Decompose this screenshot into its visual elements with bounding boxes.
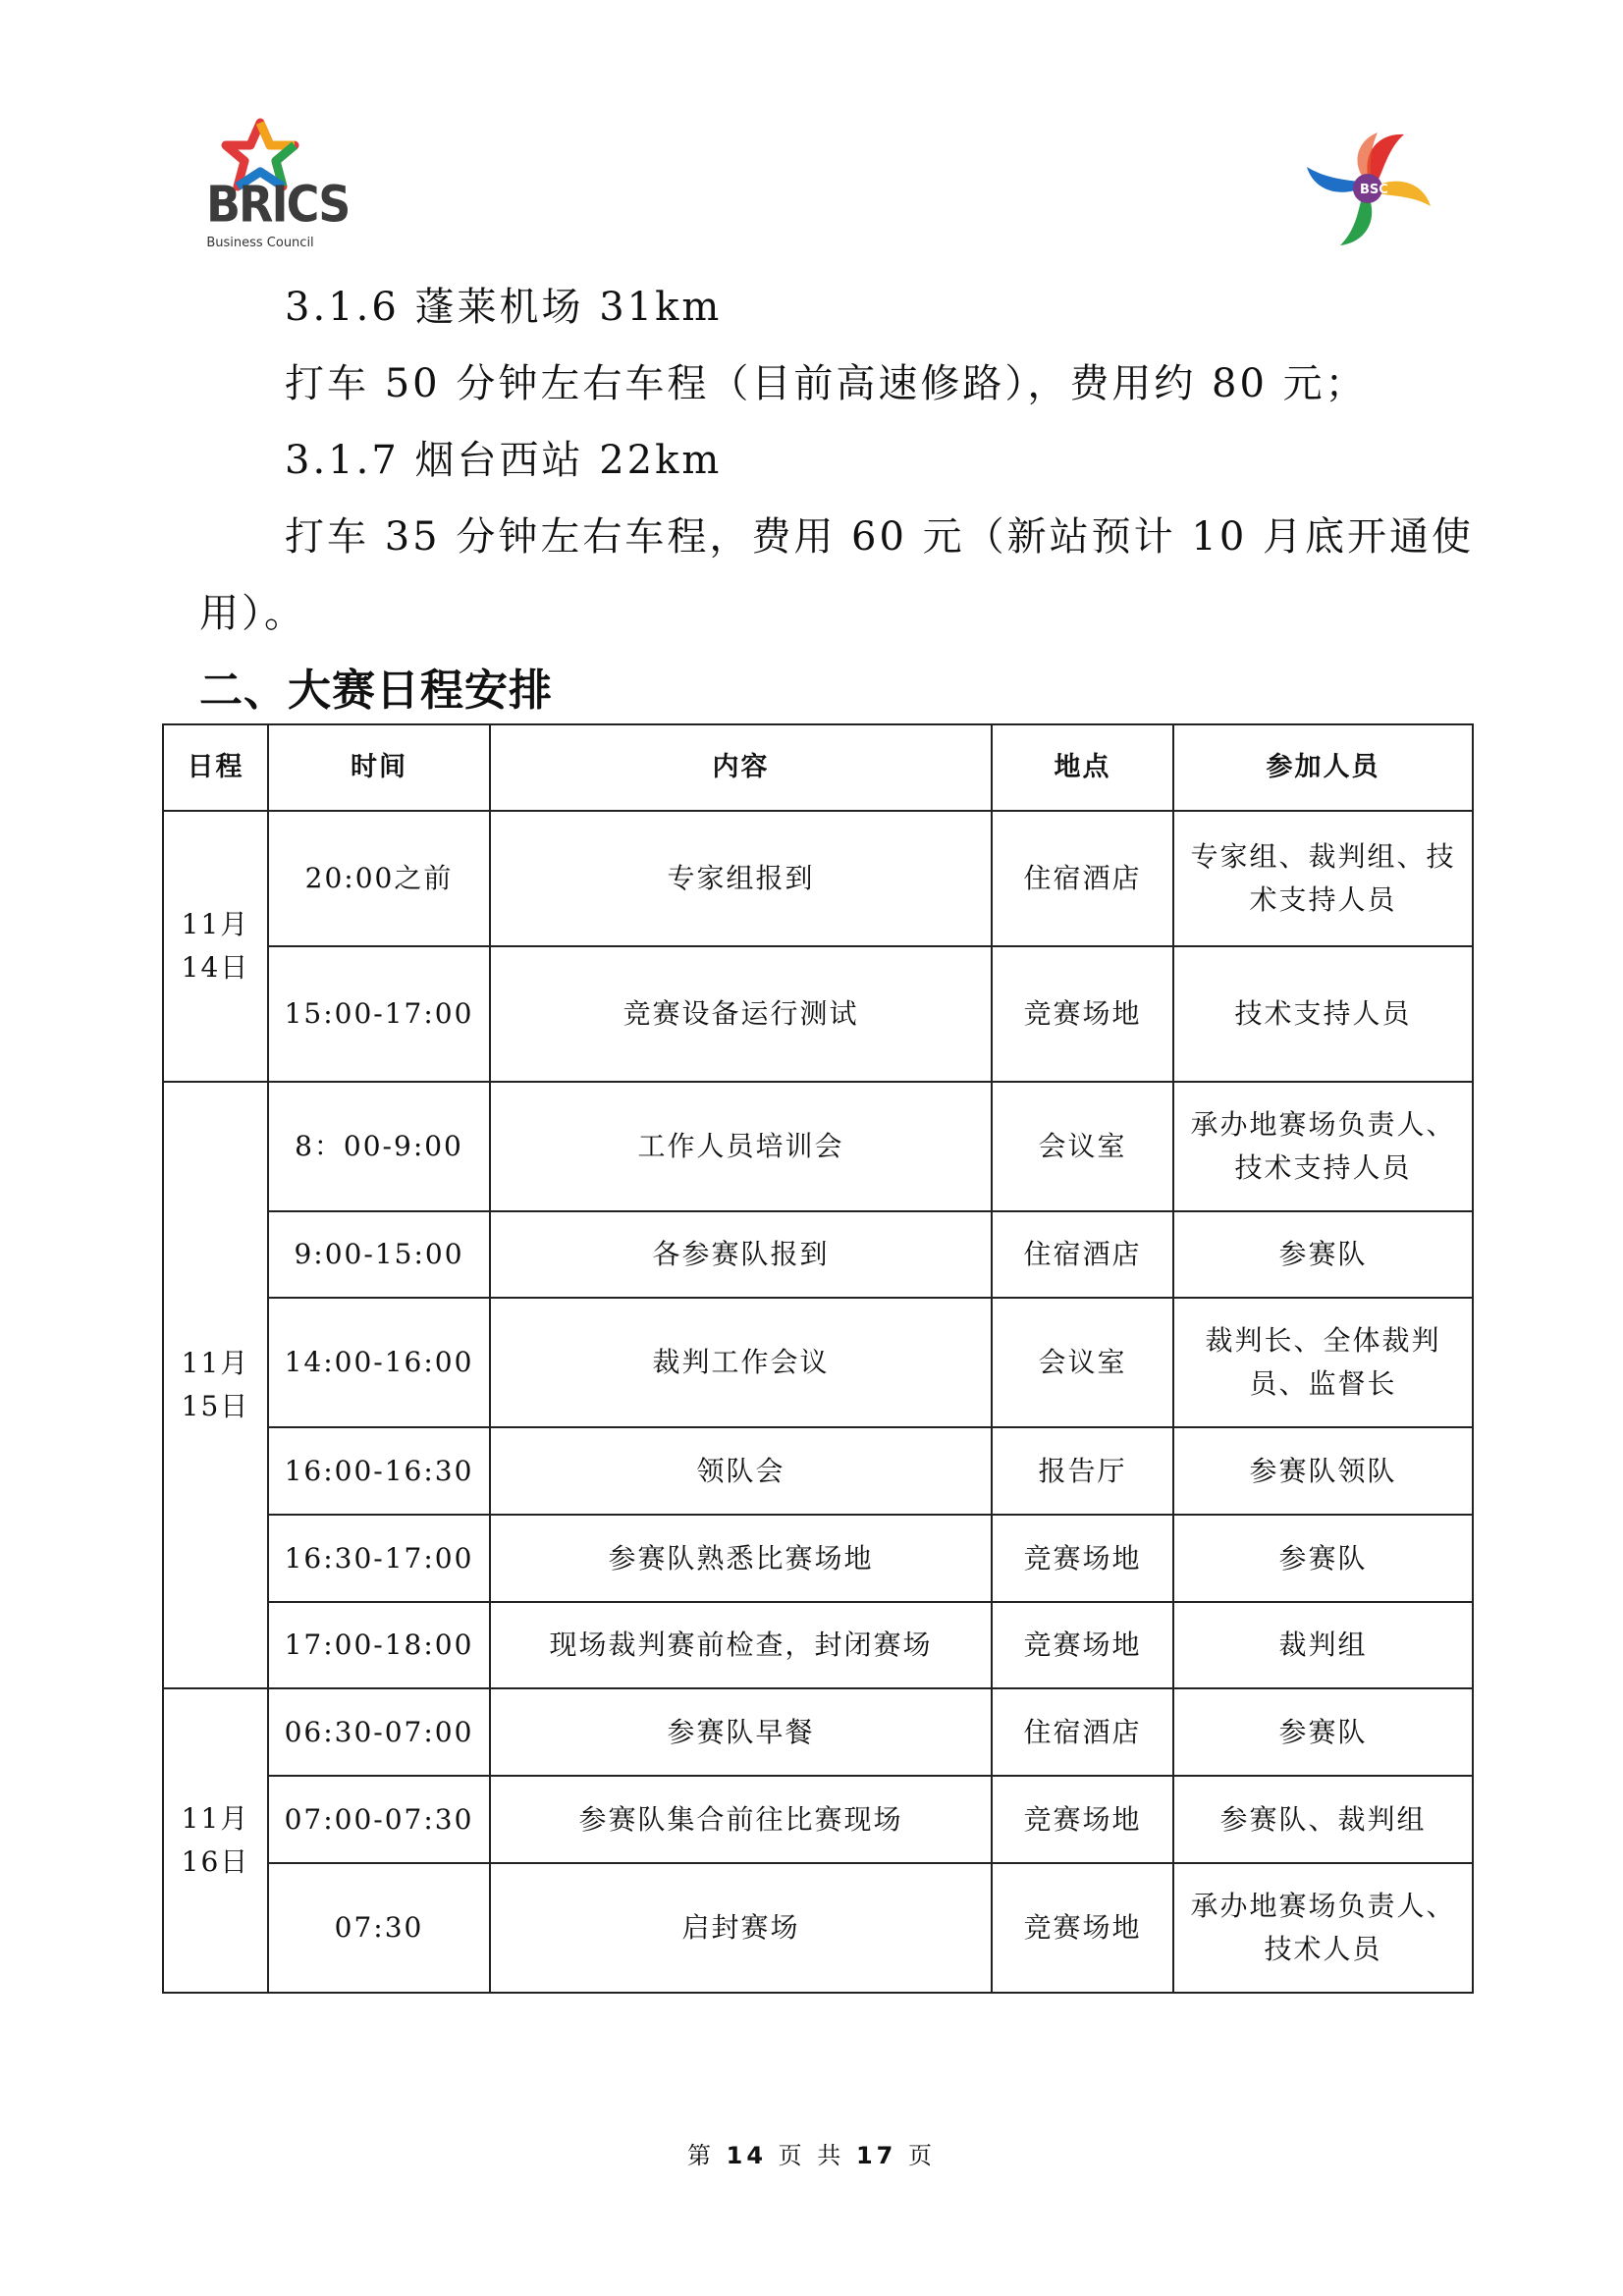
people-cell: 裁判长、全体裁判员、监督长 (1173, 1298, 1473, 1427)
time-cell: 17:00-18:00 (268, 1602, 490, 1688)
time-cell: 20:00之前 (268, 811, 490, 946)
people-cell: 裁判组 (1173, 1602, 1473, 1688)
schedule-table (162, 723, 1474, 1994)
people-cell: 参赛队 (1173, 1515, 1473, 1602)
footer-suffix: 页 (908, 2142, 936, 2169)
header-people: 参加人员 (1173, 724, 1473, 811)
header-place: 地点 (992, 724, 1173, 811)
people-cell: 参赛队、裁判组 (1173, 1776, 1473, 1863)
brics-logo-word: BRICS (206, 175, 350, 234)
header-date: 日程 (163, 724, 268, 811)
content-cell: 领队会 (490, 1427, 992, 1515)
content-cell: 现场裁判赛前检查，封闭赛场 (490, 1602, 992, 1688)
people-cell: 专家组、裁判组、技术支持人员 (1173, 811, 1473, 946)
place-cell: 竞赛场地 (992, 1863, 1173, 1993)
date-cell: 11月 14日 (163, 811, 268, 1082)
people-cell: 参赛队领队 (1173, 1427, 1473, 1515)
place-cell: 报告厅 (992, 1427, 1173, 1515)
content-cell: 参赛队早餐 (490, 1688, 992, 1776)
place-cell: 竞赛场地 (992, 1776, 1173, 1863)
place-cell: 住宿酒店 (992, 1211, 1173, 1298)
place-cell: 住宿酒店 (992, 811, 1173, 946)
time-cell: 06:30-07:00 (268, 1688, 490, 1776)
content-cell: 参赛队熟悉比赛场地 (490, 1515, 992, 1602)
content-cell: 专家组报到 (490, 811, 992, 946)
section-3-1-7-text-cont: 用）。 (199, 591, 306, 636)
table-row (163, 1863, 1473, 1993)
people-cell: 承办地赛场负责人、技术人员 (1173, 1863, 1473, 1993)
footer-total-pages: 17 (855, 2142, 897, 2169)
place-cell: 竞赛场地 (992, 1602, 1173, 1688)
content-cell: 各参赛队报到 (490, 1211, 992, 1298)
table-row (163, 1427, 1473, 1515)
table-row (163, 1776, 1473, 1863)
table-header-row (163, 724, 1473, 811)
content-cell: 裁判工作会议 (490, 1298, 992, 1427)
bsc-logo-text: BSC (1360, 183, 1388, 197)
time-cell: 16:00-16:30 (268, 1427, 490, 1515)
table-row (163, 1211, 1473, 1298)
content-cell: 竞赛设备运行测试 (490, 946, 992, 1082)
time-cell: 15:00-17:00 (268, 946, 490, 1082)
table-row (163, 1082, 1473, 1211)
place-cell: 会议室 (992, 1298, 1173, 1427)
section-3-1-7-title: 3.1.7 烟台西站 22km (285, 438, 723, 483)
table-row (163, 1515, 1473, 1602)
place-cell: 竞赛场地 (992, 1515, 1173, 1602)
table-row (163, 946, 1473, 1082)
place-cell: 竞赛场地 (992, 946, 1173, 1082)
date-cell: 11月 16日 (163, 1688, 268, 1993)
table-row (163, 811, 1473, 946)
place-cell: 会议室 (992, 1082, 1173, 1211)
section-3-1-7-text: 打车 35 分钟左右车程，费用 60 元（新站预计 10 月底开通使 (285, 514, 1474, 560)
header-content: 内容 (490, 724, 992, 811)
page-footer (0, 2136, 1623, 2170)
table-row (163, 1298, 1473, 1427)
date-cell: 11月 15日 (163, 1082, 268, 1688)
time-cell: 14:00-16:00 (268, 1298, 490, 1427)
time-cell: 8：00-9:00 (268, 1082, 490, 1211)
section-3-1-6-text: 打车 50 分钟左右车程（目前高速修路），费用约 80 元； (285, 361, 1368, 406)
section-heading: 二、大赛日程安排 (199, 666, 553, 716)
footer-prefix: 第 (686, 2142, 715, 2169)
brics-logo-subtitle: Business Council (206, 236, 314, 250)
time-cell: 16:30-17:00 (268, 1515, 490, 1602)
section-3-1-6-title: 3.1.6 蓬莱机场 31km (285, 285, 723, 330)
place-cell: 住宿酒店 (992, 1688, 1173, 1776)
footer-middle: 页 共 (778, 2142, 845, 2169)
people-cell: 技术支持人员 (1173, 946, 1473, 1082)
table-row (163, 1602, 1473, 1688)
time-cell: 9:00-15:00 (268, 1211, 490, 1298)
people-cell: 参赛队 (1173, 1211, 1473, 1298)
content-cell: 参赛队集合前往比赛现场 (490, 1776, 992, 1863)
people-cell: 参赛队 (1173, 1688, 1473, 1776)
table-row (163, 1688, 1473, 1776)
content-cell: 工作人员培训会 (490, 1082, 992, 1211)
people-cell: 承办地赛场负责人、技术支持人员 (1173, 1082, 1473, 1211)
footer-page-number: 14 (726, 2142, 768, 2169)
time-cell: 07:30 (268, 1863, 490, 1993)
header-time: 时间 (268, 724, 490, 811)
time-cell: 07:00-07:30 (268, 1776, 490, 1863)
content-cell: 启封赛场 (490, 1863, 992, 1993)
